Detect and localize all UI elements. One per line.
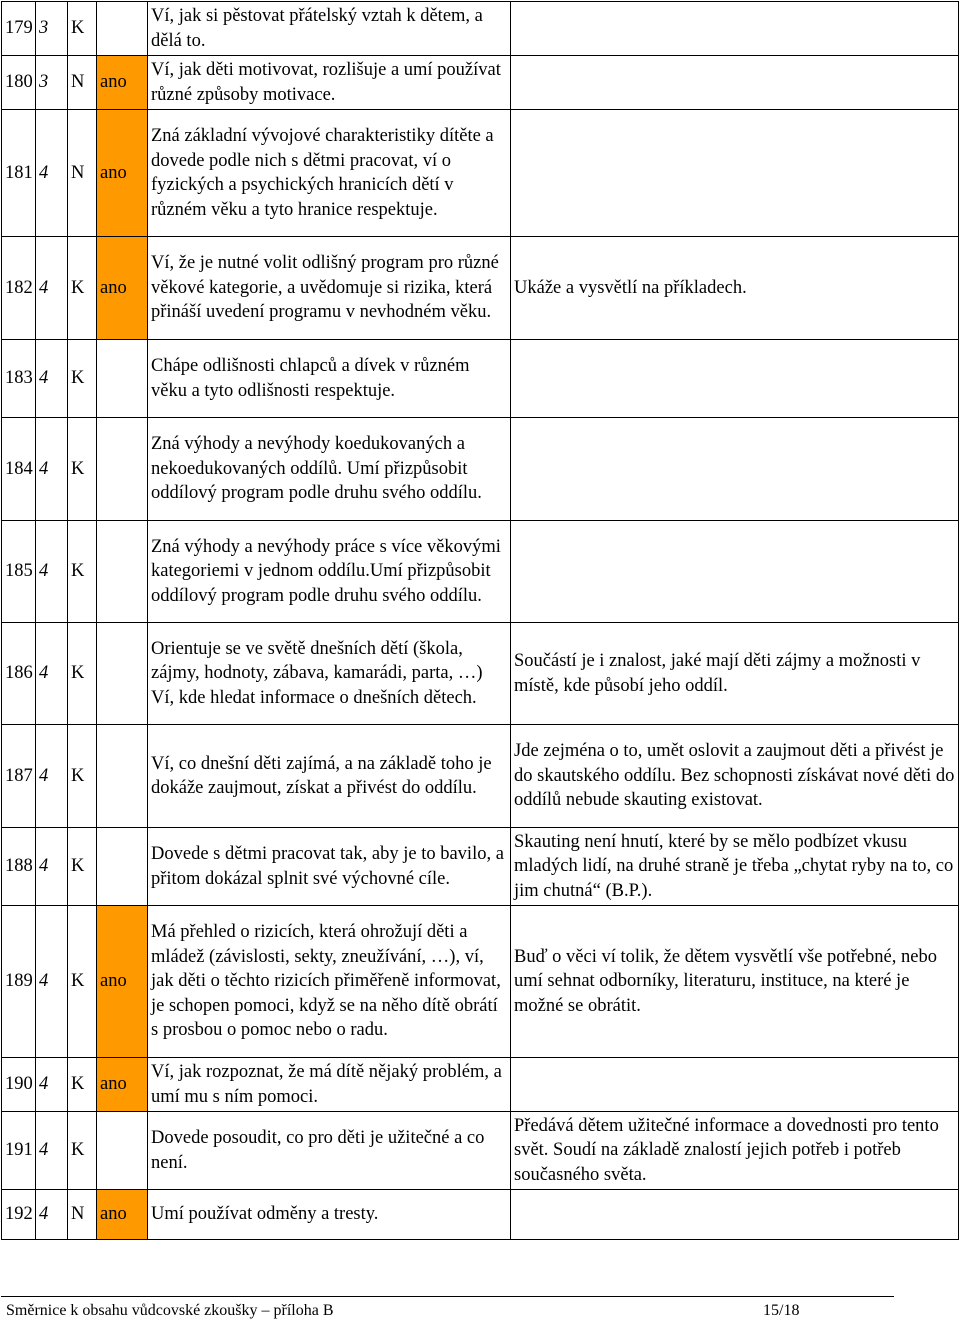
row-description: Dovede posoudit, co pro děti je užitečné a co není. — [148, 1112, 511, 1190]
row-description: Má přehled o rizicích, která ohrožují děti a mládež (závislosti, sekty, zneužívání, …), ví, jak děti o těchto rizicích přiměřeně informovat, je schopen pomoci, když se na něho dítě obrátí s prosbou o pomoc nebo o radu. — [148, 906, 511, 1058]
table-row — [2, 623, 959, 725]
requirements-table — [1, 1, 959, 1240]
row-number: 181 — [2, 110, 36, 237]
row-mandatory — [97, 340, 148, 418]
row-type: K — [68, 521, 97, 623]
footer-divider — [1, 1296, 894, 1297]
row-note: Součástí je i znalost, jaké mají děti zájmy a možnosti v místě, kde působí jeho oddíl. — [511, 623, 959, 725]
row-type: K — [68, 340, 97, 418]
row-mandatory — [97, 828, 148, 906]
row-mandatory — [97, 725, 148, 828]
row-type: K — [68, 1058, 97, 1112]
row-number: 186 — [2, 623, 36, 725]
row-level: 4 — [36, 521, 68, 623]
row-level: 4 — [36, 340, 68, 418]
row-number: 192 — [2, 1190, 36, 1240]
row-number: 187 — [2, 725, 36, 828]
row-note — [511, 521, 959, 623]
row-description: Orientuje se ve světě dnešních dětí (škola, zájmy, hodnoty, zábava, kamarádi, parta, …) Ví, kde hledat informace o dnešních dětech. — [148, 623, 511, 725]
row-level: 4 — [36, 906, 68, 1058]
row-level: 4 — [36, 237, 68, 340]
row-description: Ví, jak děti motivovat, rozlišuje a umí používat různé způsoby motivace. — [148, 56, 511, 110]
row-description: Ví, jak si pěstovat přátelský vztah k dětem, a dělá to. — [148, 2, 511, 56]
row-mandatory: ano — [97, 1058, 148, 1112]
row-note — [511, 418, 959, 521]
row-level: 4 — [36, 725, 68, 828]
row-note — [511, 1058, 959, 1112]
row-number: 185 — [2, 521, 36, 623]
row-type: K — [68, 906, 97, 1058]
row-type: K — [68, 237, 97, 340]
row-note — [511, 2, 959, 56]
table-row — [2, 56, 959, 110]
row-mandatory: ano — [97, 1190, 148, 1240]
row-note: Buď o věci ví tolik, že dětem vysvětlí vše potřebné, nebo umí sehnat odborníky, literaturu, instituce, na které je možné se obrátit. — [511, 906, 959, 1058]
row-type: K — [68, 828, 97, 906]
row-level: 3 — [36, 2, 68, 56]
row-type: K — [68, 725, 97, 828]
row-description: Ví, jak rozpoznat, že má dítě nějaký problém, a umí mu s ním pomoci. — [148, 1058, 511, 1112]
row-mandatory — [97, 521, 148, 623]
table-row — [2, 340, 959, 418]
row-type: N — [68, 56, 97, 110]
row-description: Chápe odlišnosti chlapců a dívek v různém věku a tyto odlišnosti respektuje. — [148, 340, 511, 418]
row-note: Jde zejména o to, umět oslovit a zaujmout děti a přivést je do skautského oddílu. Bez schopnosti získávat nové děti do oddílů nebude skauting existovat. — [511, 725, 959, 828]
row-mandatory — [97, 2, 148, 56]
row-type: K — [68, 1112, 97, 1190]
row-number: 182 — [2, 237, 36, 340]
row-number: 191 — [2, 1112, 36, 1190]
table-row — [2, 521, 959, 623]
row-level: 4 — [36, 1112, 68, 1190]
table-row — [2, 2, 959, 56]
page-number: 15/18 — [763, 1302, 800, 1319]
row-level: 4 — [36, 418, 68, 521]
row-mandatory — [97, 1112, 148, 1190]
table-row — [2, 725, 959, 828]
row-level: 4 — [36, 110, 68, 237]
row-description: Zná výhody a nevýhody koedukovaných a nekoedukovaných oddílů. Umí přizpůsobit oddílový program podle druhu svého oddílu. — [148, 418, 511, 521]
row-type: K — [68, 623, 97, 725]
row-type: N — [68, 110, 97, 237]
table-row — [2, 828, 959, 906]
row-note: Ukáže a vysvětlí na příkladech. — [511, 237, 959, 340]
row-description: Ví, co dnešní děti zajímá, a na základě toho je dokáže zaujmout, získat a přivést do oddílu. — [148, 725, 511, 828]
row-type: K — [68, 2, 97, 56]
row-note: Skauting není hnutí, které by se mělo podbízet vkusu mladých lidí, na druhé straně je třeba „chytat ryby na to, co jim chutná“ (B.P.). — [511, 828, 959, 906]
row-mandatory: ano — [97, 110, 148, 237]
row-note — [511, 56, 959, 110]
row-number: 183 — [2, 340, 36, 418]
row-description: Dovede s dětmi pracovat tak, aby je to bavilo, a přitom dokázal splnit své výchovné cíle. — [148, 828, 511, 906]
row-mandatory: ano — [97, 906, 148, 1058]
row-number: 189 — [2, 906, 36, 1058]
row-description: Umí používat odměny a tresty. — [148, 1190, 511, 1240]
row-mandatory: ano — [97, 237, 148, 340]
row-level: 4 — [36, 1190, 68, 1240]
table-row — [2, 1112, 959, 1190]
row-note — [511, 340, 959, 418]
row-level: 3 — [36, 56, 68, 110]
row-level: 4 — [36, 828, 68, 906]
row-type: N — [68, 1190, 97, 1240]
row-note — [511, 1190, 959, 1240]
row-number: 190 — [2, 1058, 36, 1112]
row-note — [511, 110, 959, 237]
row-description: Ví, že je nutné volit odlišný program pro různé věkové kategorie, a uvědomuje si rizika, která přináší uvedení programu v nevhodném věku. — [148, 237, 511, 340]
row-number: 188 — [2, 828, 36, 906]
requirements-table-body — [2, 2, 959, 1240]
table-row — [2, 418, 959, 521]
row-level: 4 — [36, 1058, 68, 1112]
row-note: Předává dětem užitečné informace a dovednosti pro tento svět. Soudí na základě znalostí jejich potřeb i potřeb současného světa. — [511, 1112, 959, 1190]
row-number: 184 — [2, 418, 36, 521]
row-number: 180 — [2, 56, 36, 110]
table-row — [2, 1058, 959, 1112]
table-row — [2, 1190, 959, 1240]
row-description: Zná výhody a nevýhody práce s více věkovými kategoriemi v jednom oddílu.Umí přizpůsobit oddílový program podle druhu svého oddílu. — [148, 521, 511, 623]
row-mandatory: ano — [97, 56, 148, 110]
table-row — [2, 237, 959, 340]
row-mandatory — [97, 623, 148, 725]
footer-title: Směrnice k obsahu vůdcovské zkoušky – příloha B — [6, 1302, 334, 1319]
table-row — [2, 906, 959, 1058]
row-level: 4 — [36, 623, 68, 725]
row-type: K — [68, 418, 97, 521]
row-number: 179 — [2, 2, 36, 56]
row-description: Zná základní vývojové charakteristiky dítěte a dovede podle nich s dětmi pracovat, ví o fyzických a psychických hranicích dětí v různém věku a tyto hranice respektuje. — [148, 110, 511, 237]
row-mandatory — [97, 418, 148, 521]
table-row — [2, 110, 959, 237]
